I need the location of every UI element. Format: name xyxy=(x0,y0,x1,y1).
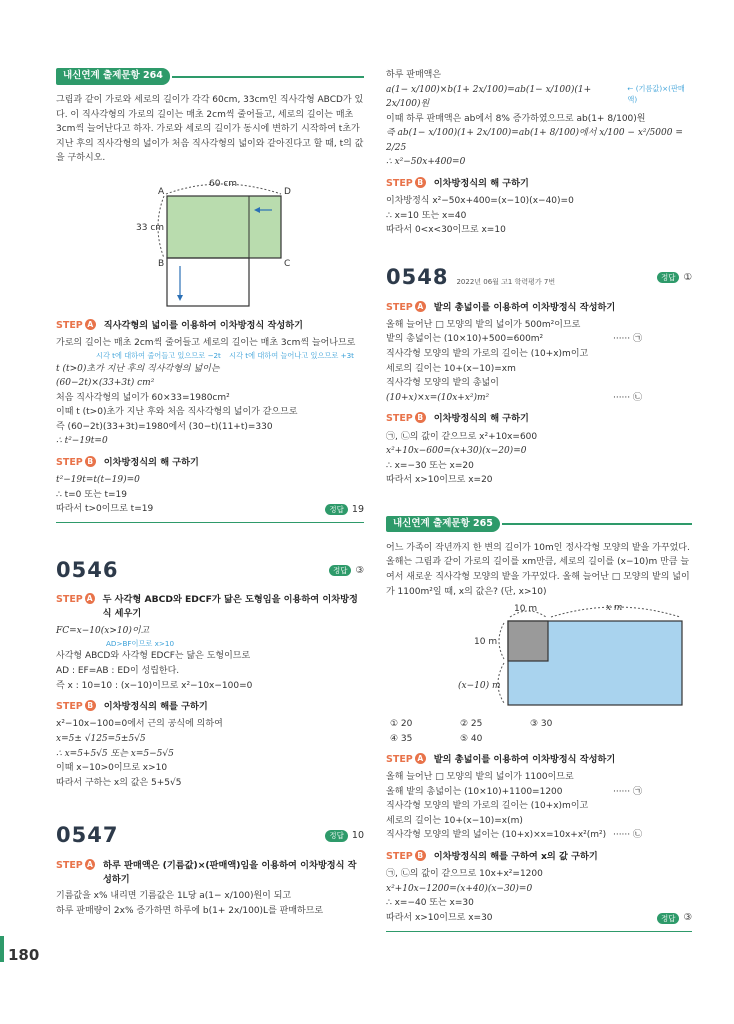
solution-line: 직사각형 모양의 밭의 총넓이 xyxy=(386,378,499,389)
solution-line: x²+10x−1200=(x+40)(x−30)=0 xyxy=(386,883,533,894)
solution-line: x²+10x−600=(x+30)(x−20)=0 xyxy=(386,446,527,457)
solution-line: 따라서 구하는 x의 값은 5+5√5 xyxy=(56,777,182,788)
problem-0548 xyxy=(386,262,692,488)
problem-0547 xyxy=(56,820,364,918)
step-letter: B xyxy=(415,177,426,188)
answer xyxy=(657,911,692,925)
step-b xyxy=(386,177,692,191)
solution-line: ∴ t²−19t=0 xyxy=(56,436,108,447)
step-letter: B xyxy=(415,850,426,861)
vertex-d: D xyxy=(284,186,291,197)
problem-0547-continued xyxy=(386,68,692,238)
solution-line: 이때 하루 판매액은 ab에서 8% 증가하였으므로 ab(1+ 8/100)원 xyxy=(386,113,646,124)
problem-text: 어느 가족이 작년까지 한 변의 길이가 10m인 정사각형 모양의 밭을 가꾸었다. 올해는 그림과 같이 가로의 길이를 xm만큼, 세로의 길이를 (x−10)m 만큼 늘여서 새로운 직사각형 모양의 밭을 가꾸었다. 올해 늘어난 □ 모양의 밭의 넓이가 1100m²일 때, x의 값은? (단, x>10) xyxy=(386,542,690,597)
top-10m-label: 10 m xyxy=(514,604,538,615)
number-row xyxy=(56,555,364,587)
answer-value: ③ xyxy=(683,912,692,924)
solution-line: (10+x)×x=(10x+x²)m² xyxy=(386,392,490,403)
solution-line: AD : EF=AB : ED이 성립한다. xyxy=(56,666,180,677)
solution-line: ∴ t=0 또는 t=19 xyxy=(56,489,128,500)
solution-line: ∴ x²−50x+400=0 xyxy=(386,157,466,168)
choice[interactable]: ④ 35 xyxy=(390,733,413,744)
problem-number: 0547 xyxy=(56,823,119,848)
answer-value: 19 xyxy=(351,503,364,515)
solution-line: 즉 (60−2t)(33+3t)=1980에서 (30−t)(11+t)=330 xyxy=(56,421,273,432)
vertex-a: A xyxy=(158,186,165,197)
solution-line: FC=x−10(x>10)이고 xyxy=(56,626,150,637)
height-label: 33 cm xyxy=(136,222,165,233)
choices xyxy=(390,717,692,746)
solution-line: 즉 x : 10=10 : (x−10)이므로 x²−10x−100=0 xyxy=(56,680,253,691)
solution-line: 직사각형 모양의 밭의 가로의 길이는 (10+x)m이고 xyxy=(386,348,589,359)
step-label: STEP xyxy=(56,319,83,331)
solution-line: t²−19t=t(t−19)=0 xyxy=(56,475,140,486)
number-left xyxy=(386,262,555,294)
step-letter: B xyxy=(85,456,96,467)
choice[interactable]: ① 20 xyxy=(390,719,413,730)
solution-line-row xyxy=(386,785,692,800)
answer xyxy=(325,829,364,843)
old-field xyxy=(508,621,548,661)
answer-badge: 정답 xyxy=(325,504,348,515)
answer-row xyxy=(56,502,364,517)
step-title: 이차방정식의 해 구하기 xyxy=(433,413,529,425)
step-label: STEP xyxy=(386,413,413,425)
solution-line: 이차방정식 x²−50x+400=(x−10)(x−40)=0 xyxy=(386,196,574,207)
field-figure-svg xyxy=(386,601,692,713)
page-number-bar xyxy=(0,936,4,962)
step-letter: A xyxy=(86,594,93,604)
equation-mark: ······ ㉠ xyxy=(612,786,642,797)
solution-line-row xyxy=(386,391,692,406)
tag-line xyxy=(172,76,364,78)
left-column xyxy=(56,68,364,919)
step-a xyxy=(56,593,364,621)
equation-mark: ······ ㉡ xyxy=(612,392,642,403)
answer-value: ③ xyxy=(355,564,364,576)
problem-264 xyxy=(56,68,364,523)
top-xm-label: x m xyxy=(606,603,623,614)
note: 시각 t에 대하여 늘어나고 있으므로 +3t xyxy=(229,350,354,360)
solution-line-row xyxy=(386,332,692,347)
solution-line: 세로의 길이는 10+(x−10)=x(m) xyxy=(386,815,523,826)
solution-line: 올해 늘어난 □ 모양의 밭의 넓이가 500m²이므로 xyxy=(386,319,581,330)
width-label: 60 cm xyxy=(209,178,238,189)
step-title: 이차방정식의 해 구하기 xyxy=(103,456,199,468)
solution-line: ∴ x=−40 또는 x=30 xyxy=(386,898,474,909)
problem-265 xyxy=(386,516,692,932)
note: ← (기름값)×(판매액) xyxy=(627,83,685,105)
note: AD>BF이므로 x>10 xyxy=(106,638,175,648)
solution-line: ∴ x=−30 또는 x=20 xyxy=(386,460,474,471)
answer xyxy=(325,503,364,517)
step-b xyxy=(56,456,364,470)
solution-line-row xyxy=(386,828,692,843)
step-title: 직사각형의 넓이를 이용하여 이차방정식 작성하기 xyxy=(103,319,303,331)
problem-0546 xyxy=(56,555,364,790)
divider xyxy=(56,522,364,523)
solution-line: 직사각형 모양의 밭의 넓이는 (10+x)×x=10x+x²(m²) xyxy=(386,830,607,841)
answer-value: 10 xyxy=(351,829,364,841)
choice[interactable]: ③ 30 xyxy=(530,719,553,730)
problem-number: 0548 xyxy=(386,265,449,290)
solution-line-row xyxy=(386,83,692,112)
solution-line: 즉 ab(1− x/100)(1+ 2x/100)=ab(1+ 8/100)에서 x/100 − x²/5000 = 2/25 xyxy=(386,128,683,153)
answer-badge: 정답 xyxy=(657,272,680,283)
answer-badge: 정답 xyxy=(329,565,352,576)
right-column xyxy=(386,68,692,937)
solution-line: 따라서 0<x<30이므로 x=10 xyxy=(386,225,506,236)
original-rectangle xyxy=(167,196,281,258)
step-a xyxy=(56,859,364,887)
note-row xyxy=(56,351,364,362)
step-b xyxy=(386,850,692,864)
tag-bar xyxy=(386,516,692,533)
answer xyxy=(657,271,692,285)
step-label: STEP xyxy=(386,851,413,863)
number-row xyxy=(386,262,692,294)
step-label: STEP xyxy=(56,456,83,468)
problem-number: 0546 xyxy=(56,557,119,582)
step-title: 밭의 총넓이를 이용하여 이차방정식 작성하기 xyxy=(433,301,616,313)
solution-line: 하루 판매량이 2x% 증가하면 하루에 b(1+ 2x/100)L를 판매하므로 xyxy=(56,905,324,916)
solution-line: x²−10x−100=0에서 근의 공식에 의하여 xyxy=(56,719,223,730)
answer xyxy=(329,564,364,578)
step-title: 밭의 총넓이를 이용하여 이차방정식 작성하기 xyxy=(433,753,616,765)
step-letter: B xyxy=(85,700,96,711)
solution-line: 따라서 x>10이므로 x=20 xyxy=(386,475,493,486)
problem-text: 그림과 같이 가로와 세로의 길이가 각각 60cm, 33cm인 직사각형 ABCD가 있다. 이 직사각형의 가로의 길이는 매초 2cm씩 줄어들고, 세로의 길이는 매초 3cm씩 늘어난다고 하자. 가로와 세로의 길이가 동시에 변하기 시작하여 t초가 지난 후의 직사각형의 넓이가 처음 직사각형의 넓이와 같아진다고 할 때, t의 값을 구하시오. xyxy=(56,95,364,164)
choice[interactable]: ② 25 xyxy=(460,719,483,730)
problem-tag: 내신연계 출제문항 264 xyxy=(56,68,170,84)
number-row xyxy=(56,820,364,852)
tag-line xyxy=(502,523,692,525)
step-letter: B xyxy=(415,412,426,423)
left-10m-label: 10 m xyxy=(474,637,498,648)
step-letter: A xyxy=(85,859,95,870)
solution-line: 직사각형 모양의 밭의 가로의 길이는 (10+x)m이고 xyxy=(386,801,589,812)
solution-line: 따라서 x>10이므로 x=30 xyxy=(386,913,493,924)
solution-line: 세로의 길이는 10+(x−10)=xm xyxy=(386,363,516,374)
solution-line: t (t>0)초가 지난 후의 직사각형의 넓이는 xyxy=(56,363,220,374)
divider xyxy=(386,931,692,932)
solution-line: 올해 늘어난 □ 모양의 밭의 넓이가 1100이므로 xyxy=(386,772,574,783)
step-letter: A xyxy=(415,753,426,764)
solution-line: 이때 t (t>0)초가 지난 후와 처음 직사각형의 넓이가 같으므로 xyxy=(56,407,298,418)
solution-line: 밭의 총넓이는 (10×10)+500=600m² xyxy=(386,334,544,345)
left-xm-label: (x−10) m xyxy=(458,681,501,692)
answer-badge: 정답 xyxy=(325,830,348,841)
vertex-c: C xyxy=(284,258,291,269)
step-label: STEP xyxy=(56,594,83,606)
answer-row xyxy=(386,911,692,926)
solution-line: x=5± √125=5±5√5 xyxy=(56,734,146,744)
solution-line: 이때 x−10>0이므로 x>10 xyxy=(56,763,168,774)
solution-line: 하루 판매액은 xyxy=(386,70,442,80)
step-label: STEP xyxy=(56,859,83,871)
choice[interactable]: ⑤ 40 xyxy=(460,733,483,744)
step-title: 하루 판매액은 (기름값)×(판매액)임을 이용하여 이차방정식 작성하기 xyxy=(103,859,357,885)
step-a xyxy=(386,301,692,315)
problem-tag: 내신연계 출제문항 265 xyxy=(386,516,500,532)
solution-line: ㉠, ㉡의 값이 같으므로 10x+x²=1200 xyxy=(386,869,543,880)
solution-line: 기름값을 x% 내리면 기름값은 1L당 a(1− x/100)원이 되고 xyxy=(56,891,292,902)
solution-line: ∴ x=5+5√5 또는 x=5−5√5 xyxy=(56,748,174,759)
rectangle-figure-svg xyxy=(56,172,364,312)
solution-line: a(1− x/100)×b(1+ 2x/100)=ab(1− x/100)(1+ 2x/100)원 xyxy=(386,84,592,110)
solution-line: 올해 밭의 총넓이는 (10×10)+1100=1200 xyxy=(386,786,563,797)
step-label: STEP xyxy=(386,753,413,765)
solution-line: 처음 직사각형의 넓이가 60×33=1980cm² xyxy=(56,392,230,403)
step-title: 두 사각형 ABCD와 EDCF가 닮은 도형임을 이용하여 이차방정식 세우기 xyxy=(102,594,358,620)
vertex-b: B xyxy=(158,258,165,269)
page-number: 180 xyxy=(8,946,40,964)
answer-badge: 정답 xyxy=(657,913,680,924)
equation-mark: ······ ㉡ xyxy=(612,830,642,841)
note: 시각 t에 대하여 줄어들고 있으므로 −2t xyxy=(96,350,221,360)
step-letter: A xyxy=(85,319,96,330)
solution-line: (60−2t)×(33+3t) cm² xyxy=(56,378,155,389)
solution-line: 사각형 ABCD와 사각형 EDCF는 닮은 도형이므로 xyxy=(56,651,251,662)
rectangle-figure xyxy=(56,172,364,312)
step-letter: A xyxy=(415,301,426,312)
step-label: STEP xyxy=(386,178,413,190)
equation-mark: ······ ㉠ xyxy=(612,334,642,345)
solution-line: ㉠, ㉡의 값이 같으므로 x²+10x=600 xyxy=(386,431,538,442)
step-label: STEP xyxy=(386,301,413,313)
step-a xyxy=(386,753,692,767)
step-title: 이차방정식의 해 구하기 xyxy=(433,178,529,190)
answer-value: ① xyxy=(683,271,692,283)
step-title: 이차방정식의 해를 구하기 xyxy=(103,701,208,713)
problem-source: 2022년 06월 고1 학력평가 7번 xyxy=(456,278,556,287)
step-b xyxy=(56,700,364,714)
step-title: 이차방정식의 해를 구하여 x의 값 구하기 xyxy=(433,851,598,863)
solution-line: 가로의 길이는 매초 2cm씩 줄어들고 세로의 길이는 매초 3cm씩 늘어나므로 xyxy=(56,338,356,349)
step-label: STEP xyxy=(56,701,83,713)
field-figure xyxy=(386,601,692,713)
step-b xyxy=(386,412,692,426)
solution-line: ∴ x=10 또는 x=40 xyxy=(386,210,467,221)
step-a xyxy=(56,319,364,333)
solution-line: 따라서 t>0이므로 t=19 xyxy=(56,504,154,515)
tag-bar xyxy=(56,68,364,85)
